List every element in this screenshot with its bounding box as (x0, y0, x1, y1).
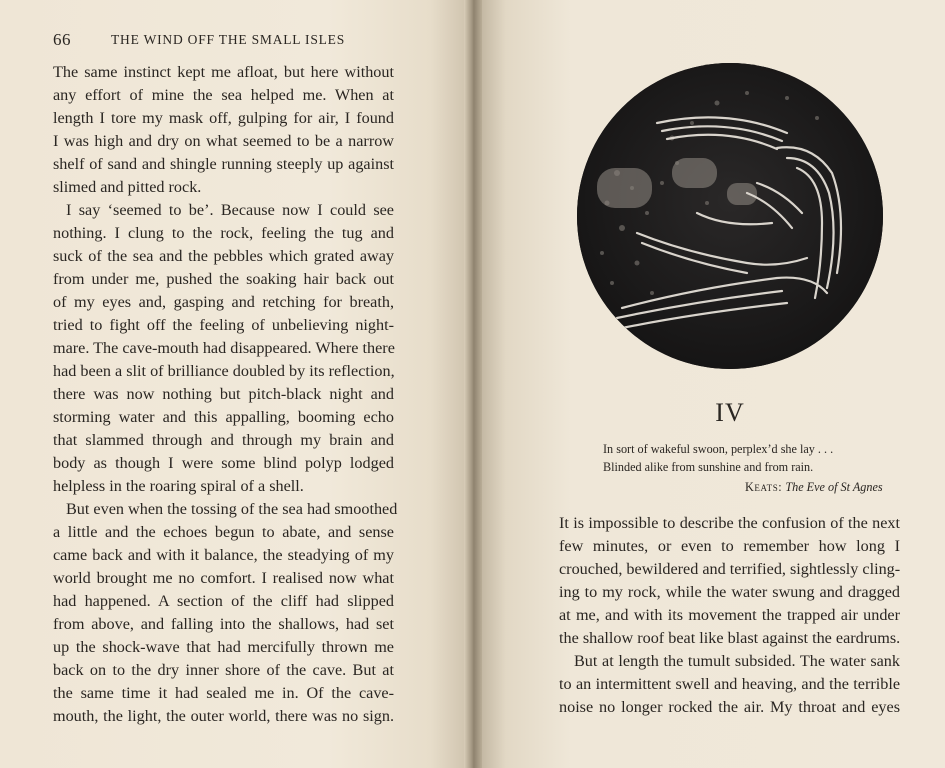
text-line: body as though I were some blind polyp lodged (53, 454, 394, 472)
epigraph-attribution (745, 480, 883, 495)
text-line: length I tore my mask off, gulping for air, I found (53, 109, 394, 127)
text-line: nothing. I clung to the rock, feeling the tug and (53, 224, 394, 242)
text-line: It is impossible to describe the confusion of the next (559, 514, 900, 532)
text-line: world brought me no comfort. I realised now what (53, 569, 394, 587)
text-line: shelf of sand and shingle running steeply up against (53, 155, 394, 173)
text-line: I was high and dry on what seemed to be a narrow (53, 132, 394, 150)
text-line: a little and the echoes begun to abate, and sense (53, 523, 394, 541)
book-gutter (464, 0, 482, 768)
text-line: tried to fight off the feeling of unbelieving night- (53, 316, 394, 334)
page-number: 66 (53, 30, 71, 49)
text-line: The same instinct kept me afloat, but here without (53, 63, 394, 81)
chapter-illustration (577, 63, 883, 369)
chapter-number: IV (715, 398, 745, 427)
text-line: mouth, the light, the outer world, there was no sign. (53, 707, 394, 725)
text-line: there was now nothing but pitch-black night and (53, 385, 394, 403)
text-line: But even when the tossing of the sea had smoothed (66, 500, 398, 518)
text-line: slimed and pitted rock. (53, 178, 202, 196)
text-line: any effort of mine the sea helped me. When at (53, 86, 394, 104)
epigraph-line: In sort of wakeful swoon, perplex’d she lay . . . (603, 442, 834, 456)
text-line: from under me, pushed the soaking hair back out (53, 270, 394, 288)
text-line: mare. The cave-mouth had disappeared. Where there (53, 339, 395, 357)
text-line: few minutes, or even to remember how long I (559, 537, 900, 555)
text-line: the same time it had sealed me in. Of the cave- (53, 684, 394, 702)
attribution-author: Keats: (745, 480, 783, 494)
running-head (53, 30, 393, 52)
text-line: had been a slit of brilliance doubled by its reflection, (53, 362, 395, 380)
text-line: came back and with it balance, the steadying of my (53, 546, 394, 564)
text-line: at me, and with its movement the trapped air under (559, 606, 900, 624)
text-line: the shallow roof beat like blast against the eardrums. (559, 629, 901, 647)
epigraph-line: Blinded alike from sunshine and from rain. (603, 460, 814, 474)
text-line: But at length the tumult subsided. The water sank (574, 652, 900, 670)
text-line: crouched, bewildered and terrified, sightlessly cling- (559, 560, 901, 578)
text-line: noise no longer rocked the air. My throat and eyes (559, 698, 900, 716)
text-line: that slammed through and through my brain and (53, 431, 394, 449)
text-line: to an intermittent swell and heaving, and the terrible (559, 675, 900, 693)
text-line: had happened. A section of the cliff had slipped (53, 592, 394, 610)
text-line: ing to my rock, while the water swung and dragged (559, 583, 900, 601)
text-line: I say ‘seemed to be’. Because now I could see (66, 201, 394, 219)
text-line: helpless in the roaring spiral of a shell. (53, 477, 304, 495)
text-line: storming water and this appalling, booming echo (53, 408, 394, 426)
text-line: back on to the dry inner shore of the cave. But at (53, 661, 394, 679)
text-line: of my eyes and, gasping and retching for breath, (53, 293, 394, 311)
text-line: from above, and falling into the shallows, had set (53, 615, 394, 633)
running-head-title: THE WIND OFF THE SMALL ISLES (111, 32, 346, 47)
attribution-work: The Eve of St Agnes (785, 480, 883, 494)
text-line: up the shock-wave that had mercifully thrown me (53, 638, 394, 656)
text-line: suck of the sea and the pebbles which grated away (53, 247, 394, 265)
